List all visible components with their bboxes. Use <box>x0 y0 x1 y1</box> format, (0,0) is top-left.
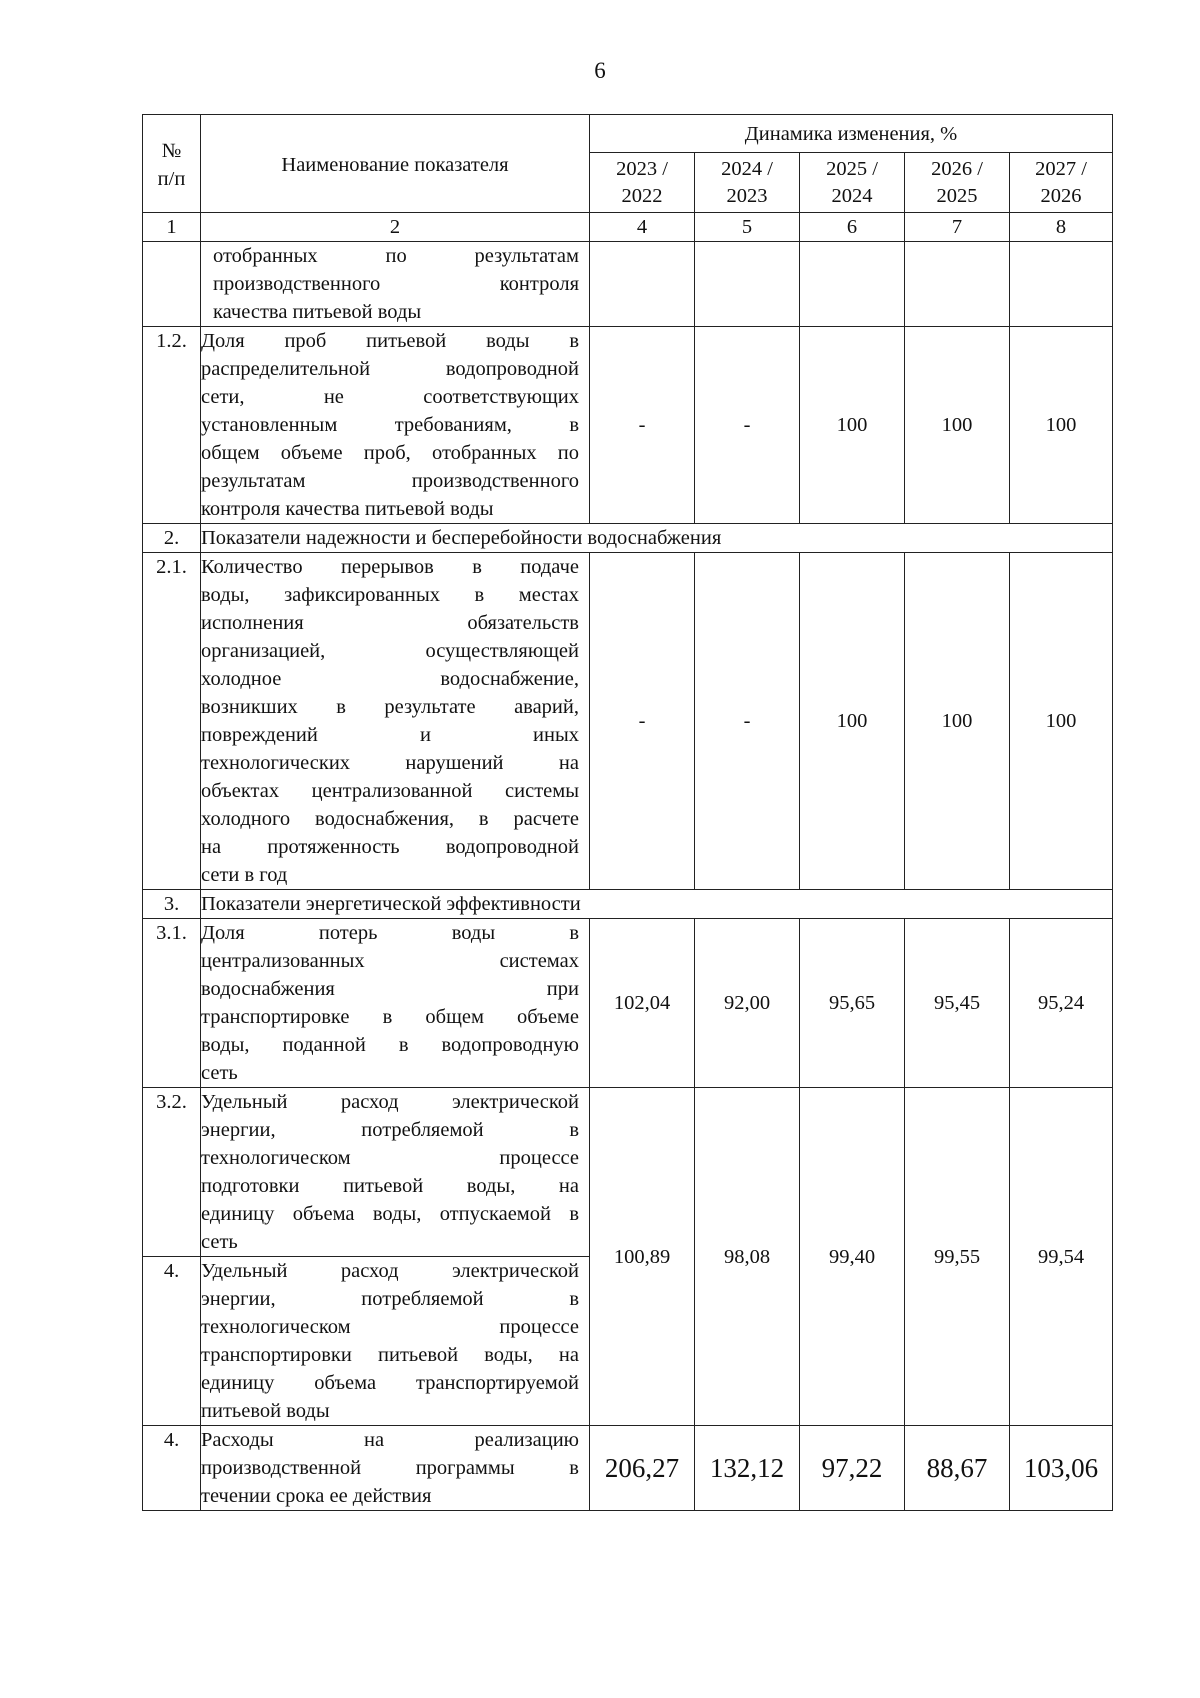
indicator-name-line: технологическом процессе <box>201 1147 579 1169</box>
column-number: 7 <box>905 213 1010 242</box>
header-year-part: 2026 <box>1040 184 1082 207</box>
table-row <box>143 524 1113 553</box>
indicator-name-line: распределительной водопроводной <box>201 358 579 380</box>
value-cell: 92,00 <box>695 919 800 1088</box>
indicator-name-line: холодного водоснабжения, в расчете <box>201 808 579 830</box>
row-number: 2.1. <box>143 553 201 890</box>
indicator-name-line: воды, зафиксированных в местах <box>201 584 579 606</box>
header-year-part: 2026 / <box>931 157 983 180</box>
column-number: 4 <box>590 213 695 242</box>
indicator-name-line: возникших в результате аварий, <box>201 696 579 718</box>
row-number: 4. <box>143 1426 201 1511</box>
header-number-part: № <box>161 140 182 162</box>
indicator-name-line: холодное водоснабжение, <box>201 668 579 690</box>
table-row <box>143 553 1113 890</box>
value-cell: 100,89 <box>590 1088 695 1426</box>
header-name: Наименование показателя <box>201 115 590 213</box>
value-cell: 99,55 <box>905 1088 1010 1426</box>
header-year-part: 2024 / <box>721 157 773 180</box>
value-cell: 95,65 <box>800 919 905 1088</box>
section-title: Показатели энергетической эффективности <box>201 890 1113 919</box>
indicator-name-line: единицу объема транспортируемой <box>201 1372 579 1394</box>
header-year-part: 2022 <box>621 184 663 207</box>
header-year <box>1010 153 1113 213</box>
value-cell: - <box>695 553 800 890</box>
header-year-part: 2025 <box>936 184 978 207</box>
header-year <box>695 153 800 213</box>
row-number: 2. <box>143 524 201 553</box>
indicator-name-line: на протяженность водопроводной <box>201 836 579 858</box>
value-cell <box>905 242 1010 327</box>
indicator-name-line: водоснабжения при <box>201 978 579 1000</box>
indicator-name-line: технологическом процессе <box>201 1316 579 1338</box>
table-row <box>143 890 1113 919</box>
header-year <box>905 153 1010 213</box>
value-cell: 100 <box>800 327 905 524</box>
value-cell: - <box>695 327 800 524</box>
header-row <box>143 115 1113 153</box>
value-cell: 102,04 <box>590 919 695 1088</box>
value-cell: 88,67 <box>905 1426 1010 1511</box>
value-cell: 100 <box>1010 553 1113 890</box>
header-year-part: 2024 <box>831 184 873 207</box>
value-cell: 97,22 <box>800 1426 905 1511</box>
value-cell: - <box>590 553 695 890</box>
header-number-part: п/п <box>157 168 186 190</box>
indicator-name-line: течении срока ее действия <box>201 1485 432 1507</box>
row-number: 1.2. <box>143 327 201 524</box>
header-year <box>800 153 905 213</box>
indicator-name-line: Расходы на реализацию <box>201 1429 579 1451</box>
value-cell: 103,06 <box>1010 1426 1113 1511</box>
indicator-name-line: единицу объема воды, отпускаемой в <box>201 1203 579 1225</box>
value-cell: 99,40 <box>800 1088 905 1426</box>
header-dynamics: Динамика изменения, % <box>590 115 1113 153</box>
header-year-part: 2025 / <box>826 157 878 180</box>
indicator-name-line: качества питьевой воды <box>213 301 422 323</box>
value-cell: 95,45 <box>905 919 1010 1088</box>
column-numbers-row <box>143 213 1113 242</box>
row-number: 3.2. <box>143 1088 201 1257</box>
value-cell: 132,12 <box>695 1426 800 1511</box>
header-year-part: 2023 / <box>616 157 668 180</box>
header-year-part: 2023 <box>726 184 768 207</box>
indicator-name-line: транспортировки питьевой воды, на <box>201 1344 579 1366</box>
indicator-name-line: Удельный расход электрической <box>201 1260 579 1282</box>
indicator-name-line: Доля потерь воды в <box>201 922 579 944</box>
value-cell: 98,08 <box>695 1088 800 1426</box>
value-cell: 100 <box>905 327 1010 524</box>
indicator-name-line: питьевой воды <box>201 1400 330 1422</box>
header-number <box>143 115 201 213</box>
indicator-name-line: централизованных системах <box>201 950 579 972</box>
indicator-name-line: установленным требованиям, в <box>201 414 579 436</box>
table-row <box>143 1426 1113 1511</box>
indicator-name <box>201 327 590 524</box>
indicator-name-line: сеть <box>201 1062 238 1084</box>
indicator-name-line: повреждений и иных <box>201 724 579 746</box>
indicator-name-line: энергии, потребляемой в <box>201 1119 579 1141</box>
value-cell <box>800 242 905 327</box>
value-cell: - <box>590 327 695 524</box>
indicator-name-line: транспортировке в общем объеме <box>201 1006 579 1028</box>
column-number: 8 <box>1010 213 1113 242</box>
value-cell <box>590 242 695 327</box>
page-number: 6 <box>594 58 606 83</box>
column-number: 2 <box>201 213 590 242</box>
indicator-name-line: воды, поданной в водопроводную <box>201 1034 579 1056</box>
indicator-name-line: контроля качества питьевой воды <box>201 498 494 520</box>
indicator-name-line: результатам производственного <box>201 470 579 492</box>
indicator-name <box>201 1257 590 1426</box>
indicator-name-line: производственного контроля <box>213 273 579 295</box>
indicator-name-line: Удельный расход электрической <box>201 1091 579 1113</box>
indicator-name <box>201 242 590 327</box>
indicator-name <box>201 1088 590 1257</box>
value-cell: 100 <box>905 553 1010 890</box>
indicator-name <box>201 1426 590 1511</box>
row-number: 4. <box>143 1257 201 1426</box>
value-cell: 100 <box>800 553 905 890</box>
indicator-name-line: Количество перерывов в подаче <box>201 556 579 578</box>
column-number: 1 <box>143 213 201 242</box>
value-cell: 100 <box>1010 327 1113 524</box>
indicator-name <box>201 553 590 890</box>
indicator-name-line: объектах централизованной системы <box>201 780 579 802</box>
indicators-table <box>142 114 1113 1511</box>
column-number: 5 <box>695 213 800 242</box>
header-year-part: 2027 / <box>1035 157 1087 180</box>
indicator-name-line: Доля проб питьевой воды в <box>201 330 579 352</box>
indicator-name-line: сети, не соответствующих <box>201 386 579 408</box>
row-number <box>143 242 201 327</box>
indicator-name-line: производственной программы в <box>201 1457 579 1479</box>
table-row <box>143 1088 1113 1257</box>
indicator-name-line: технологических нарушений на <box>201 752 579 774</box>
column-number: 6 <box>800 213 905 242</box>
indicator-name-line: общем объеме проб, отобранных по <box>201 442 579 464</box>
indicator-name-line: организацией, осуществляющей <box>201 640 579 662</box>
indicator-name-line: подготовки питьевой воды, на <box>201 1175 579 1197</box>
value-cell: 99,54 <box>1010 1088 1113 1426</box>
indicator-name <box>201 919 590 1088</box>
value-cell <box>1010 242 1113 327</box>
row-number: 3. <box>143 890 201 919</box>
value-cell <box>695 242 800 327</box>
indicator-name-line: исполнения обязательств <box>201 612 579 634</box>
row-number: 3.1. <box>143 919 201 1088</box>
table-row <box>143 242 1113 327</box>
section-title: Показатели надежности и бесперебойности водоснабжения <box>201 524 1113 553</box>
table-row <box>143 919 1113 1088</box>
value-cell: 206,27 <box>590 1426 695 1511</box>
indicator-name-line: сеть <box>201 1231 238 1253</box>
table-row <box>143 327 1113 524</box>
header-year <box>590 153 695 213</box>
indicator-name-line: сети в год <box>201 864 288 886</box>
indicator-name-line: отобранных по результатам <box>213 245 579 267</box>
value-cell: 95,24 <box>1010 919 1113 1088</box>
indicator-name-line: энергии, потребляемой в <box>201 1288 579 1310</box>
